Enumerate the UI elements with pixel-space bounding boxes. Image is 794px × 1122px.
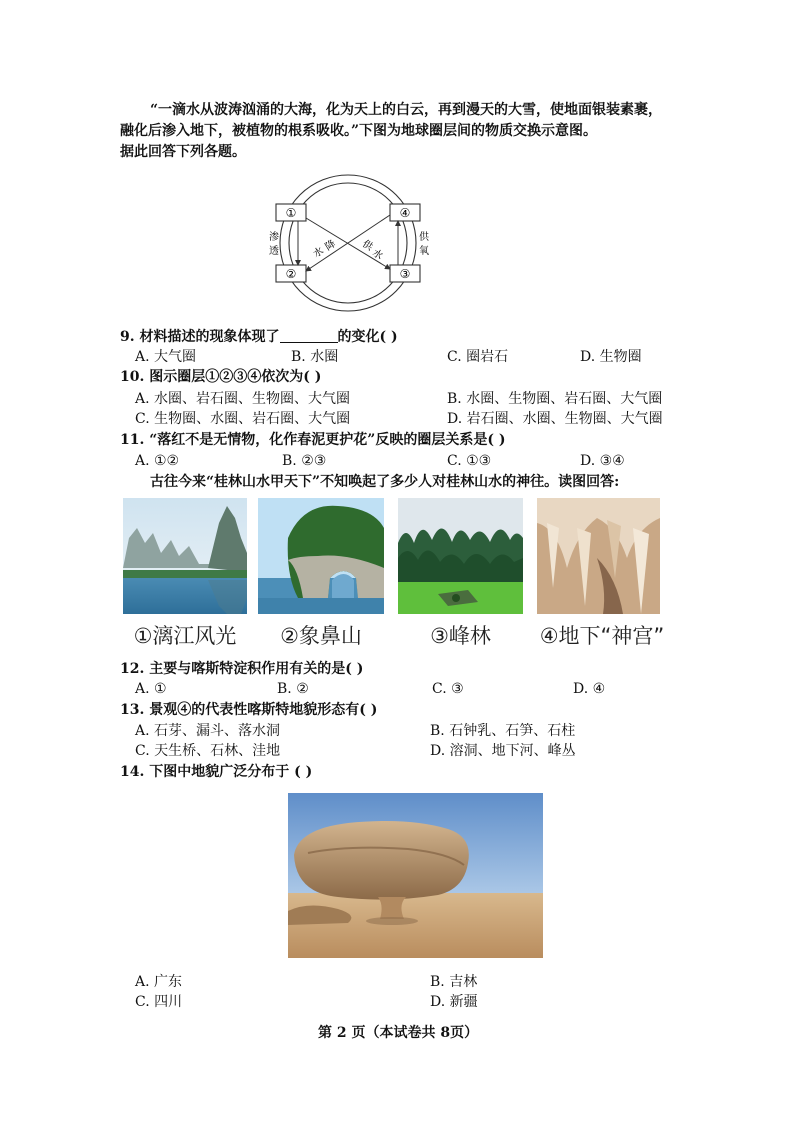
q9-option-c[interactable]: C. 圈岩石 (447, 349, 509, 365)
q11-stem: 11. “落红不是无情物，化作春泥更护花”反映的圈层关系是( ) (120, 432, 506, 448)
guilin-intro: 古往今来“桂林山水甲天下”不知唤起了多少人对桂林山水的神往。读图回答: (150, 474, 620, 490)
caption-peak-forest: ③峰林 (430, 624, 491, 648)
intro-line-1: “一滴水从波涛汹涌的大海，化为天上的白云，再到漫天的大雪，使地面银装素裹， (150, 102, 663, 118)
q12-option-b[interactable]: B. ② (277, 681, 309, 697)
q9-option-a[interactable]: A. 大气圈 (135, 349, 197, 365)
q14-stem: 14. 下图中地貌广泛分布于 ( ) (120, 764, 313, 780)
page-footer: 第 2 页（本试卷共 8页） (318, 1025, 479, 1041)
photo-peak-forest (398, 498, 523, 614)
q11-option-a[interactable]: A. ①② (135, 453, 180, 469)
q9-option-b[interactable]: B. 水圈 (291, 349, 339, 365)
q13-option-c[interactable]: C. 天生桥、石林、洼地 (135, 743, 281, 759)
label-precip-2: 降 (323, 238, 338, 254)
photo-mushroom-rock (288, 793, 543, 958)
caption-underground-palace: ④地下“神宫” (539, 624, 665, 648)
q10-option-c[interactable]: C. 生物圈、水圈、岩石圈、大气圈 (135, 411, 351, 427)
q9-stem (120, 327, 398, 348)
q9-stem-part-a: 9. 材料描述的现象体现了 (120, 329, 280, 345)
q12-option-a[interactable]: A. ① (135, 681, 167, 697)
q14-option-a[interactable]: A. 广东 (135, 974, 183, 990)
arrow-4-to-2 (306, 215, 390, 271)
q11-option-d[interactable]: D. ③④ (580, 453, 625, 469)
q14-option-b[interactable]: B. 吉林 (430, 974, 478, 990)
q14-option-d[interactable]: D. 新疆 (430, 994, 478, 1010)
intro-line-3: 据此回答下列各题。 (120, 144, 246, 160)
photo-li-river (123, 498, 247, 614)
box-label-2: ② (285, 267, 297, 281)
q9-option-d[interactable]: D. 生物圈 (580, 349, 642, 365)
q9-blank (280, 328, 338, 343)
q11-option-b[interactable]: B. ②③ (282, 453, 327, 469)
q9-stem-part-b: 的变化( ) (337, 329, 398, 345)
photo-underground-palace (537, 498, 660, 614)
q13-option-d[interactable]: D. 溶洞、地下河、峰丛 (430, 743, 576, 759)
box-label-4: ④ (399, 206, 411, 220)
q11-option-c[interactable]: C. ①③ (447, 453, 492, 469)
box-label-1: ① (285, 206, 297, 220)
q10-option-b[interactable]: B. 水圈、生物圈、岩石圈、大气圈 (447, 391, 663, 407)
label-seep-1: 渗 (269, 232, 279, 243)
label-oxygen-2: 氧 (419, 246, 429, 257)
q12-stem: 12. 主要与喀斯特淀积作用有关的是( ) (120, 661, 364, 677)
q13-stem: 13. 景观④的代表性喀斯特地貌形态有( ) (120, 702, 378, 718)
q13-option-b[interactable]: B. 石钟乳、石笋、石柱 (430, 723, 576, 739)
q13-option-a[interactable]: A. 石芽、漏斗、落水洞 (135, 723, 281, 739)
caption-li-river: ①漓江风光 (133, 624, 237, 648)
label-seep-2: 透 (269, 246, 279, 257)
intro-line-2: 融化后渗入地下，被植物的根系吸收。”下图为地球圈层间的物质交换示意图。 (120, 123, 598, 139)
q12-option-c[interactable]: C. ③ (432, 681, 464, 697)
q10-option-d[interactable]: D. 岩石圈、水圈、生物圈、大气圈 (447, 411, 663, 427)
photo-elephant-trunk-hill (258, 498, 384, 614)
label-oxygen-1: 供 (419, 232, 429, 243)
q10-option-a[interactable]: A. 水圈、岩石圈、生物圈、大气圈 (135, 391, 351, 407)
caption-elephant-trunk-hill: ②象鼻山 (280, 624, 362, 648)
q10-stem: 10. 图示圈层①②③④依次为( ) (120, 369, 322, 385)
label-precip-1: 水 (311, 245, 326, 261)
q12-option-d[interactable]: D. ④ (573, 681, 606, 697)
sphere-exchange-diagram (262, 168, 434, 318)
label-supply-1: 供 (360, 238, 375, 254)
label-supply-2: 水 (370, 247, 385, 263)
q14-option-c[interactable]: C. 四川 (135, 994, 183, 1010)
box-label-3: ③ (399, 267, 411, 281)
